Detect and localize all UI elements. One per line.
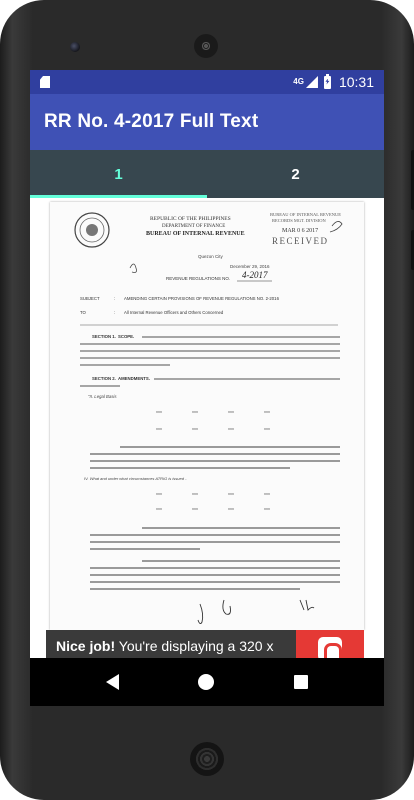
sim-card-icon: [40, 76, 50, 88]
tab-page-2[interactable]: [207, 150, 384, 198]
tab-label: 1: [114, 165, 123, 183]
svg-text:xxx: xxx: [264, 491, 270, 496]
svg-text:BUREAU OF INTERNAL REVENUE: BUREAU OF INTERNAL REVENUE: [270, 212, 341, 217]
doc-regulation-number: 4-2017: [242, 270, 268, 280]
screen: [30, 70, 384, 706]
app-bar: [30, 94, 384, 150]
svg-text:xxx: xxx: [192, 506, 198, 511]
admob-logo-icon: [318, 637, 342, 661]
svg-text:MAR 0 6 2017: MAR 0 6 2017: [282, 228, 319, 234]
tab-bar: [30, 150, 384, 198]
home-icon[interactable]: [198, 674, 214, 690]
doc-section1-label: SECTION 1.: [92, 334, 116, 339]
doc-place: Quezon City: [198, 254, 223, 259]
doc-section-iv: IV. What and under what circumstances ATRIG is issued -: [84, 476, 187, 481]
bir-seal-icon: [75, 213, 109, 247]
tab-page-1[interactable]: [30, 150, 207, 198]
svg-text:xxx: xxx: [192, 491, 198, 496]
svg-text:RECEIVED: RECEIVED: [272, 236, 329, 246]
doc-section1-title: SCOPE.: [118, 334, 135, 339]
signal-strength-icon: [306, 76, 318, 88]
svg-text:xxx: xxx: [156, 506, 162, 511]
svg-text:xxx: xxx: [192, 409, 198, 414]
svg-text:xxx: xxx: [228, 506, 234, 511]
document-viewer[interactable]: [30, 198, 384, 706]
svg-text:xxx: xxx: [192, 426, 198, 431]
doc-legal-basis: "II. Legal Basis: [88, 394, 117, 399]
ad-body: You're displaying a 320 x: [118, 638, 274, 654]
svg-text:xxx: xxx: [228, 409, 234, 414]
doc-section1-body: [80, 337, 340, 365]
page-title: RR No. 4-2017 Full Text: [44, 111, 259, 132]
network-type-label: 4G: [293, 77, 304, 86]
doc-subject-colon: :: [114, 296, 116, 301]
bottom-speaker: [190, 742, 224, 776]
doc-header-department: DEPARTMENT OF FINANCE: [162, 224, 226, 229]
recent-apps-icon[interactable]: [294, 675, 308, 689]
doc-amended-paragraph: [90, 447, 340, 468]
svg-text:xxx: xxx: [156, 491, 162, 496]
svg-text:xxx: xxx: [264, 426, 270, 431]
received-stamp: [270, 212, 342, 246]
svg-text:xxx: xxx: [156, 426, 162, 431]
doc-regulation-label: REVENUE REGULATIONS NO.: [166, 276, 231, 281]
svg-text:xxx: xxx: [264, 506, 270, 511]
tab-label: 2: [291, 165, 300, 183]
navigation-bar: [30, 658, 384, 706]
battery-charging-icon: [324, 76, 331, 89]
doc-placeholder-row: [156, 409, 270, 431]
doc-date: December 29, 2016: [230, 264, 270, 269]
svg-text:RECORDS MGT. DIVISION: RECORDS MGT. DIVISION: [272, 218, 326, 223]
doc-section2-title: AMENDMENTS.: [118, 376, 150, 381]
svg-text:xxx: xxx: [156, 409, 162, 414]
front-camera: [70, 42, 80, 52]
earpiece-speaker: [194, 34, 218, 58]
doc-subject-text: AMENDING CERTAIN PROVISIONS OF REVENUE REGULATIONS NO. 2-2016: [124, 296, 279, 301]
status-clock: 10:31: [338, 74, 374, 90]
doc-to-label: TO: [80, 310, 86, 315]
doc-section2-label: SECTION 2.: [92, 376, 116, 381]
doc-header-country: REPUBLIC OF THE PHILIPPINES: [150, 216, 231, 222]
doc-amended-paragraph: [90, 528, 340, 589]
doc-to-text: All Internal Revenue Officers and Others Concerned: [124, 310, 224, 315]
doc-to-colon: :: [114, 310, 116, 315]
svg-text:xxx: xxx: [228, 491, 234, 496]
svg-text:xxx: xxx: [264, 409, 270, 414]
back-icon[interactable]: [106, 674, 119, 690]
doc-placeholder-row: [156, 491, 270, 511]
doc-signature-marks: [198, 600, 314, 624]
svg-text:xxx: xxx: [228, 426, 234, 431]
doc-header-bureau: BUREAU OF INTERNAL REVENUE: [146, 231, 245, 237]
document-page-image[interactable]: [50, 202, 364, 630]
ad-headline: Nice job!: [56, 638, 116, 654]
scanned-document: [50, 202, 364, 630]
doc-subject-label: SUBJECT: [80, 296, 100, 301]
status-bar: [30, 70, 384, 94]
